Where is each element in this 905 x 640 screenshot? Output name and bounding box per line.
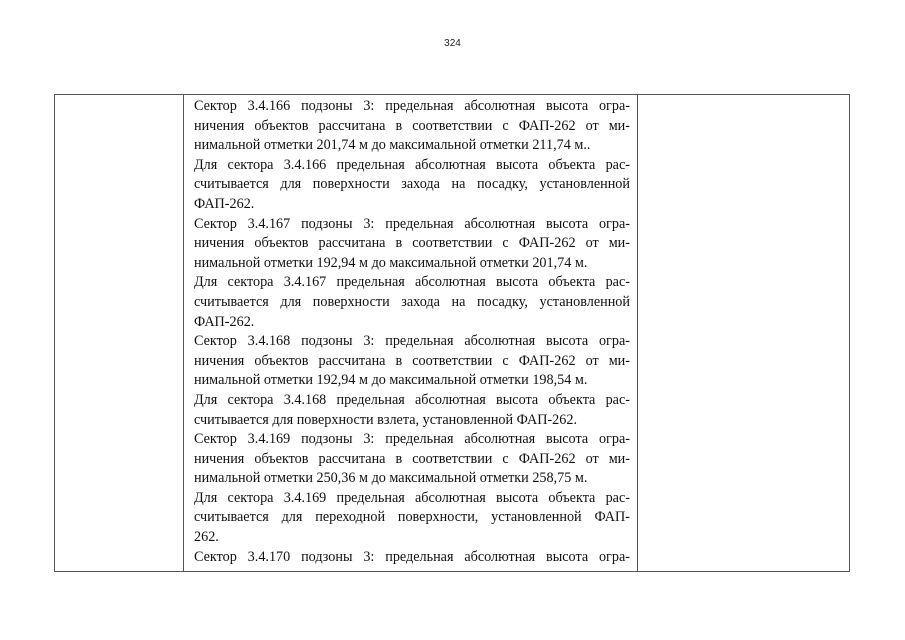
text-line: считывается для поверхности взлета, установленной ФАП-262. xyxy=(194,411,578,428)
text-line: ничения объектов рассчитана в соответствии с ФАП-262 от ми- xyxy=(194,235,630,252)
text-line: Сектор 3.4.168 подзоны 3: предельная абсолютная высота огра- xyxy=(194,333,630,350)
text-line: 262. xyxy=(194,529,219,546)
table-cell-left xyxy=(55,95,184,571)
text-line: Сектор 3.4.166 подзоны 3: предельная абсолютная высота огра- xyxy=(194,98,630,114)
text-line: считывается для поверхности захода на посадку, установленной xyxy=(194,293,630,310)
text-line: ФАП-262. xyxy=(194,195,255,212)
text-line: ничения объектов рассчитана в соответствии с ФАП-262 от ми- xyxy=(194,117,630,134)
text-line: ничения объектов рассчитана в соответствии с ФАП-262 от ми- xyxy=(194,352,630,369)
text-line: считывается для поверхности захода на посадку, установленной xyxy=(194,176,630,193)
page-number: 324 xyxy=(444,38,461,49)
document-table xyxy=(54,94,850,572)
text-line: нимальной отметки 192,94 м до максимальной отметки 201,74 м. xyxy=(194,254,588,271)
text-line: Для сектора 3.4.166 предельная абсолютная высота объекта рас- xyxy=(194,156,630,173)
text-line: нимальной отметки 250,36 м до максимальной отметки 258,75 м. xyxy=(194,470,588,487)
text-line: Сектор 3.4.167 подзоны 3: предельная абсолютная высота огра- xyxy=(194,215,630,232)
text-line: ничения объектов рассчитана в соответствии с ФАП-262 от ми- xyxy=(194,450,630,467)
text-line: ФАП-262. xyxy=(194,313,255,330)
table-cell-text xyxy=(184,95,638,571)
text-line: нимальной отметки 201,74 м до максимальной отметки 211,74 м.. xyxy=(194,137,591,154)
text-line: нимальной отметки 192,94 м до максимальной отметки 198,54 м. xyxy=(194,372,588,389)
text-line: Для сектора 3.4.168 предельная абсолютная высота объекта рас- xyxy=(194,391,630,408)
text-line: Для сектора 3.4.169 предельная абсолютная высота объекта рас- xyxy=(194,489,630,506)
table-cell-right xyxy=(638,95,849,571)
text-line: Сектор 3.4.170 подзоны 3: предельная абсолютная высота огра- xyxy=(194,548,630,565)
text-line: считывается для переходной поверхности, установленной ФАП- xyxy=(194,509,630,526)
text-line: Для сектора 3.4.167 предельная абсолютная высота объекта рас- xyxy=(194,274,630,291)
text-line: Сектор 3.4.169 подзоны 3: предельная абсолютная высота огра- xyxy=(194,431,630,448)
